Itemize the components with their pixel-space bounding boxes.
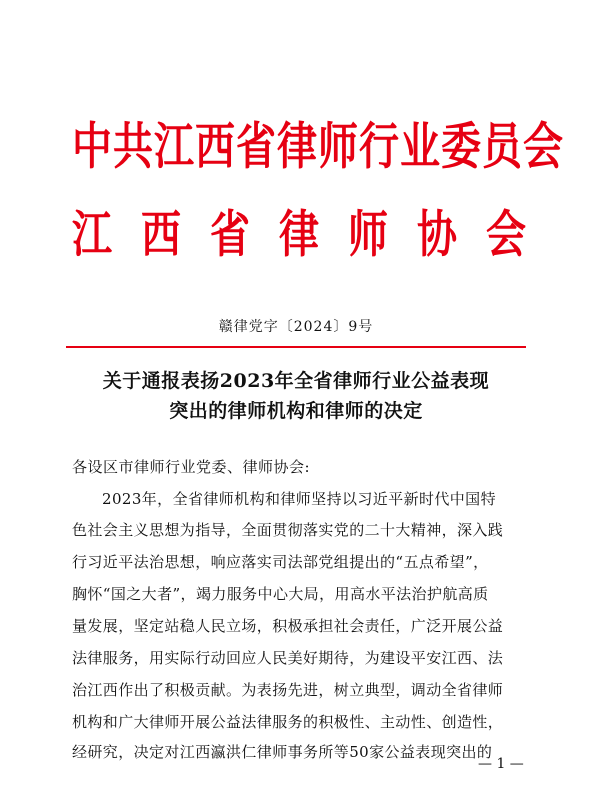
body-line-6: 法律服务，用实际行动回应人民美好期待，为建设平安江西、法 <box>72 649 504 667</box>
body-line-4: 胸怀“国之大者”，竭力服务中心大局，用高水平法治护航高质 <box>72 585 489 603</box>
body-line-3: 行习近平法治思想，响应落实司法部党组提出的“五点希望”， <box>72 553 489 571</box>
body-line-2: 色社会主义思想为指导，全面贯彻落实党的二十大精神，深入践 <box>72 521 504 539</box>
page-number: — 1 — <box>478 756 524 772</box>
document-title-line-1: 关于通报表扬2023年全省律师行业公益表现 <box>102 370 490 392</box>
body-line-1: 2023年，全省律师机构和律师坚持以习近平新时代中国特 <box>102 490 496 508</box>
org-header-party-committee: 中共江西省律师行业委员会 <box>72 118 564 176</box>
org-header-lawyers-association: 江西省律师协会 <box>72 206 555 264</box>
document-title <box>60 366 532 426</box>
body-line-5: 量发展，坚定站稳人民立场，积极承担社会责任，广泛开展公益 <box>72 617 504 635</box>
document-number: 赣律党字〔2024〕9号 <box>218 319 374 335</box>
body-line-8: 机构和广大律师开展公益法律服务的积极性、主动性、创造性， <box>72 713 504 731</box>
red-divider-line <box>66 346 526 348</box>
document-title-line-2: 突出的律师机构和律师的决定 <box>169 400 423 422</box>
salutation: 各设区市律师行业党委、律师协会: <box>72 458 311 476</box>
body-line-9: 经研究，决定对江西瀛洪仁律师事务所等50家公益表现突出的 <box>72 743 493 761</box>
body-line-7: 治江西作出了积极贡献。为表扬先进，树立典型，调动全省律师 <box>72 681 504 699</box>
